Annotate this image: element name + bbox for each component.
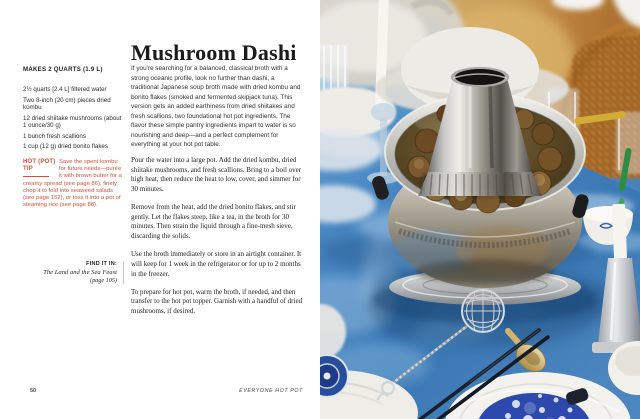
ingredient-item: 1 bunch fresh scallions <box>23 132 86 140</box>
find-it-in <box>23 261 124 284</box>
tip-rule-divider <box>23 176 49 177</box>
recipe-step: Remove from the heat, add the dried bonito flakes, and stir gently. Let the flakes steep, like a tea, in the broth for 30 minutes. Then strain the liquid through a fine-mesh sieve, discarding the solids. <box>131 203 296 241</box>
find-it-in-page-ref: (page 105) <box>90 276 117 284</box>
yield-label: MAKES 2 QUARTS (1.9 L) <box>23 66 103 73</box>
ingredient-item: 1 cup (12 g) dried bonito flakes <box>23 143 108 151</box>
running-title: EVERYONE HOT POT <box>239 388 303 394</box>
ingredient-item: 12 dried shiitake mushrooms (about 1 ounce/30 g) <box>23 114 122 129</box>
find-it-in-label: FIND IT IN: <box>86 261 117 267</box>
recipe-step: To prepare for hot pot, warm the broth, if needed, and then transfer to the hot pot topper. Garnish with a handful of dried mushrooms, if desired. <box>131 287 303 316</box>
recipe-steps <box>131 156 303 325</box>
hot-pot-photo <box>320 0 640 419</box>
page-title: Mushroom Dashi <box>131 39 297 65</box>
page-number: 50 <box>30 388 37 394</box>
recipe-step: Use the broth immediately or store in an airtight container. It will keep for 1 week in the refrigerator or for up to 2 months in the freezer. <box>131 250 302 278</box>
hot-pot-tip-box <box>23 159 124 209</box>
taper-candle-right <box>612 204 627 262</box>
recipe-intro: If you're searching for a balanced, classical broth with a strong oceanic profile, look no further than dashi, a traditional Japanese soup broth made with dried kombu and bonito flakes (smoked and fermented skipjack tuna). This version gets an added earthiness from dried shiitakes and fresh scallions, two foundational hot pot ingredients. The flavor these simple pantry ingredients impart to water is so nourishing and deep—and a perfect complement for everything at your hot pot table. <box>131 65 301 148</box>
ingredient-item: Two 8-inch (20 cm) pieces dried kombu <box>23 96 111 111</box>
tip-text: Save the spent kombu for future needs—purée it with brown butter for a creamy spread (see page 86), finely chop it to fold into seaweed salads (see page 152), or toss it into a pot of steaming rice (see page 88). <box>23 159 122 209</box>
ingredient-item: 2½ quarts [2.4 L] filtered water <box>23 86 107 93</box>
hot-pot-photo-svg <box>320 0 640 419</box>
tip-label: HOT (POT) TIP <box>23 159 59 179</box>
recipe-step: Pour the water into a large pot. Add the dried kombu, dried shiitake mushrooms, and fresh scallions. Bring to a boil over high heat, then reduce the heat to low, cover, and simmer for 30 minutes. <box>131 156 302 193</box>
find-it-in-title: The Land and the Sea Feast <box>43 269 117 276</box>
ingredient-list <box>23 86 124 154</box>
